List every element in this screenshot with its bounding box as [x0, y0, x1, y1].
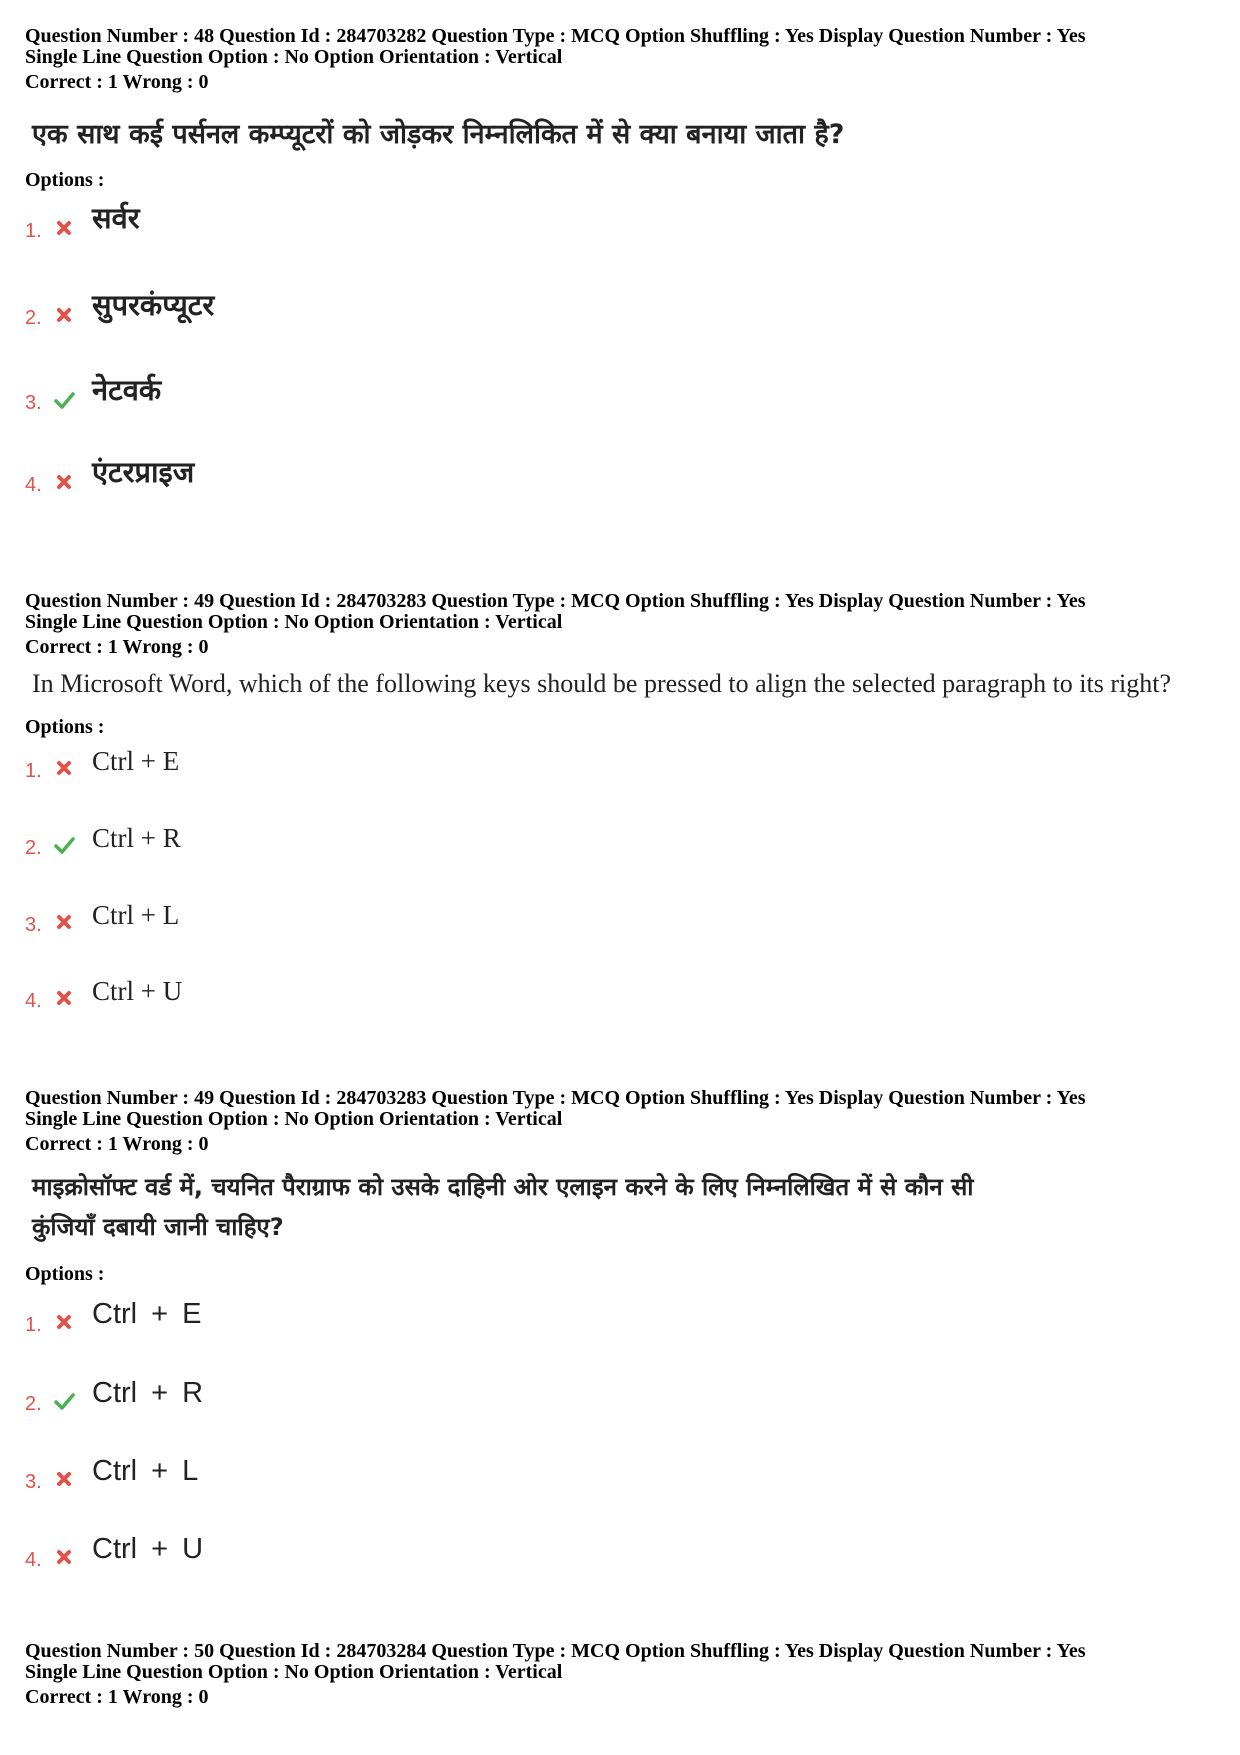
cross-icon: [53, 757, 75, 779]
option-text: एंटरप्राइज: [92, 455, 195, 489]
cross-icon: [53, 217, 75, 239]
options-label: Options :: [25, 1263, 105, 1285]
question-meta-line-1: Question Number : 48 Question Id : 284703282 Question Type : MCQ Option Shuffling : Yes Display Question Number : Yes: [25, 25, 1086, 47]
option-item: [25, 743, 725, 783]
cross-icon: [53, 1468, 75, 1490]
options-label: Options :: [25, 716, 105, 738]
option-text: नेटवर्क: [92, 373, 162, 407]
option-text: Ctrl + U: [92, 976, 183, 1006]
question-text: एक साथ कई पर्सनल कम्प्यूटरों को जोड़कर निम्नलिकित में से क्या बनाया जाता है?: [32, 119, 845, 150]
option-text: Ctrl + R: [92, 823, 181, 853]
option-number: 4.: [25, 474, 42, 496]
question-text: In Microsoft Word, which of the following keys should be pressed to align the selected paragraph to its right?: [32, 669, 1171, 698]
question-meta-line-2: Single Line Question Option : No Option Orientation : Vertical: [25, 1661, 563, 1683]
option-text: Ctrl + L: [92, 900, 180, 930]
option-text: सर्वर: [92, 201, 140, 235]
check-icon: [53, 389, 75, 411]
option-item: [25, 290, 725, 330]
cross-icon: [53, 987, 75, 1009]
option-number: 3.: [25, 392, 42, 414]
question-header-49: [25, 591, 1215, 658]
option-number: 2.: [25, 837, 42, 859]
option-item: [25, 375, 725, 415]
question-text-line-1: माइक्रोसॉफ्ट वर्ड में, चयनित पैराग्राफ को उसके दाहिनी ओर एलाइन करने के लिए निम्नलिखित में से कौन सी: [32, 1173, 974, 1201]
option-item: [25, 457, 725, 497]
option-number: 1.: [25, 1314, 42, 1336]
question-meta-line-2: Single Line Question Option : No Option Orientation : Vertical: [25, 46, 563, 68]
cross-icon: [53, 1311, 75, 1333]
option-number: 1.: [25, 760, 42, 782]
option-item: [25, 203, 725, 243]
option-item: [25, 973, 725, 1013]
option-text: Ctrl + L: [92, 1455, 199, 1487]
option-number: 2.: [25, 307, 42, 329]
question-marks: Correct : 1 Wrong : 0: [25, 71, 209, 93]
question-header-50: [25, 1641, 1215, 1708]
option-text: Ctrl + R: [92, 1377, 204, 1409]
options-label: Options :: [25, 169, 105, 191]
question-meta-line-1: Question Number : 49 Question Id : 284703283 Question Type : MCQ Option Shuffling : Yes Display Question Number : Yes: [25, 590, 1086, 612]
cross-icon: [53, 471, 75, 493]
option-item: [25, 1376, 725, 1416]
question-header-49-hindi: [25, 1088, 1215, 1155]
option-item: [25, 1532, 725, 1572]
option-number: 2.: [25, 1393, 42, 1415]
check-icon: [53, 1390, 75, 1412]
option-number: 3.: [25, 914, 42, 936]
option-item: [25, 897, 725, 937]
option-item: [25, 1297, 725, 1337]
question-marks: Correct : 1 Wrong : 0: [25, 636, 209, 658]
option-item: [25, 820, 725, 860]
question-text-line-2: कुंजियाँ दबायी जानी चाहिए?: [32, 1213, 284, 1241]
cross-icon: [53, 304, 75, 326]
option-number: 4.: [25, 990, 42, 1012]
option-text: Ctrl + E: [92, 746, 180, 776]
question-meta-line-1: Question Number : 50 Question Id : 284703284 Question Type : MCQ Option Shuffling : Yes Display Question Number : Yes: [25, 1640, 1086, 1662]
question-meta-line-2: Single Line Question Option : No Option Orientation : Vertical: [25, 1108, 563, 1130]
option-text: सुपरकंप्यूटर: [92, 288, 215, 322]
question-marks: Correct : 1 Wrong : 0: [25, 1133, 209, 1155]
option-text: Ctrl + E: [92, 1298, 202, 1330]
question-meta-line-1: Question Number : 49 Question Id : 284703283 Question Type : MCQ Option Shuffling : Yes Display Question Number : Yes: [25, 1087, 1086, 1109]
question-marks: Correct : 1 Wrong : 0: [25, 1686, 209, 1708]
option-item: [25, 1454, 725, 1494]
option-number: 4.: [25, 1549, 42, 1571]
option-number: 3.: [25, 1471, 42, 1493]
cross-icon: [53, 911, 75, 933]
option-number: 1.: [25, 220, 42, 242]
question-header-48: [25, 26, 1215, 93]
option-text: Ctrl + U: [92, 1533, 204, 1565]
check-icon: [53, 834, 75, 856]
cross-icon: [53, 1546, 75, 1568]
question-meta-line-2: Single Line Question Option : No Option Orientation : Vertical: [25, 611, 563, 633]
